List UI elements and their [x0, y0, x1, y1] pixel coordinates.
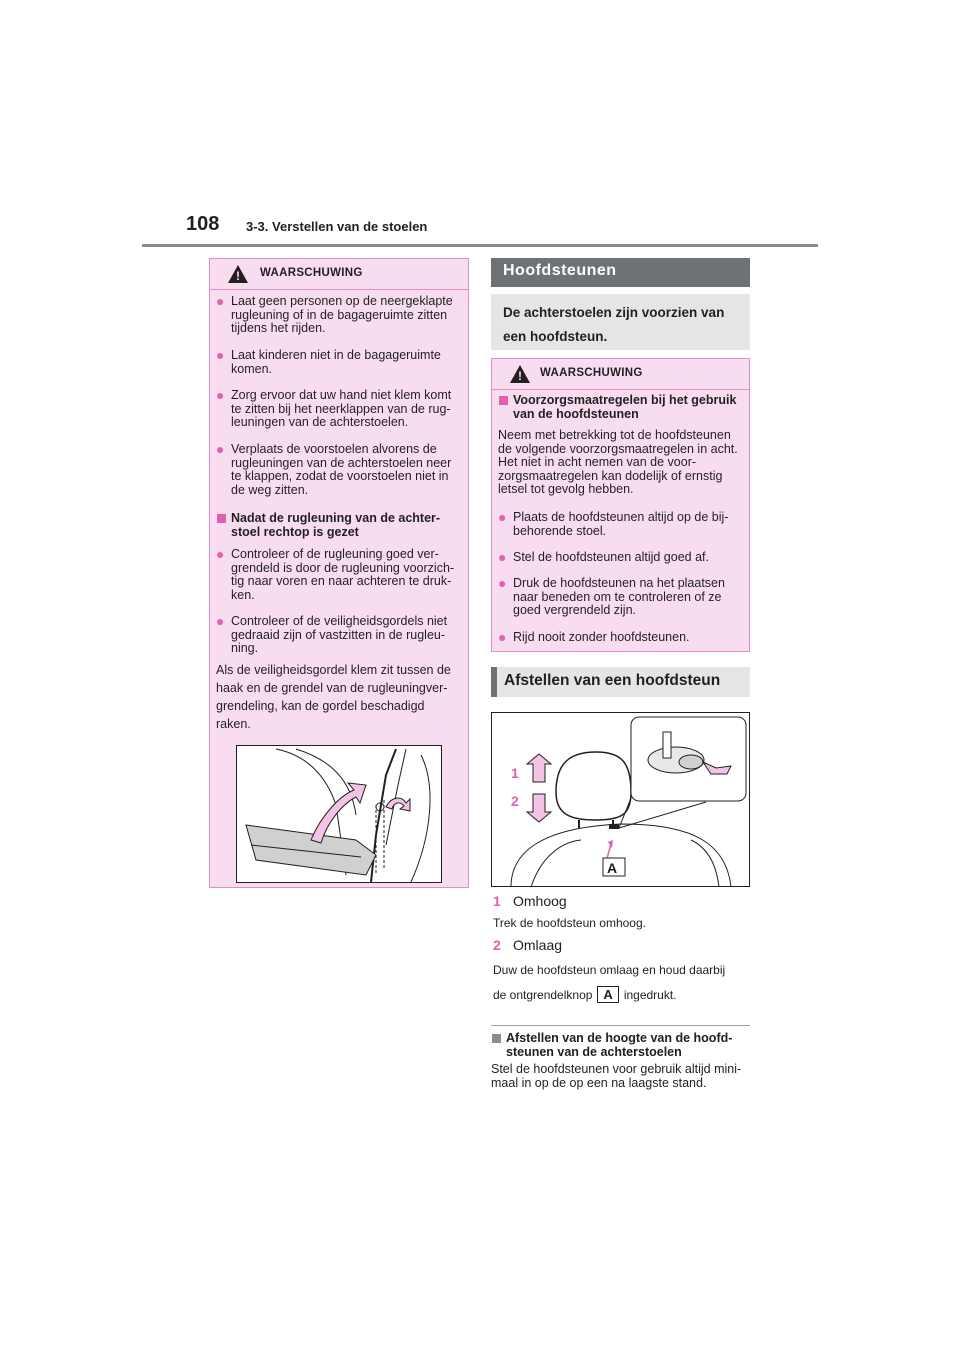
- warning-bullet: ● Verplaats de voorstoelen alvorens de rugleuningen van de achterstoelen neer te klappen, zodat de voorstoelen niet in de weg zitten.: [216, 441, 452, 497]
- figure-label-1: 1: [511, 765, 519, 781]
- right-warning-box: [491, 358, 750, 652]
- bullet-icon: ●: [216, 546, 225, 562]
- divider: [491, 1025, 750, 1026]
- intro-box: [491, 294, 750, 350]
- intro-line: De achterstoelen zijn voorzien van: [503, 305, 725, 320]
- square-bullet-icon: [499, 396, 508, 405]
- warning-paragraph-line: Als de veiligheidsgordel klem zit tussen de: [216, 663, 451, 677]
- bullet-icon: ●: [216, 293, 225, 309]
- step-title: Omhoog: [513, 893, 567, 909]
- warning-bullet: ● Stel de hoofdsteunen altijd goed af.: [498, 549, 709, 565]
- warning-icon: !: [510, 365, 530, 383]
- step-number: 2: [493, 937, 501, 953]
- bullet-icon: ●: [216, 347, 225, 363]
- warning-paragraph-line: raken.: [216, 717, 251, 731]
- figure-label-a: A: [607, 860, 618, 876]
- section-heading: Hoofdsteunen: [503, 262, 617, 279]
- bullet-icon: ●: [498, 629, 507, 645]
- bullet-icon: ●: [216, 613, 225, 629]
- warning-paragraph-line: grendeling, kan de gordel beschadigd: [216, 699, 425, 713]
- section-title: 3-3. Verstellen van de stoelen: [246, 219, 428, 234]
- warning-bullet: ● Laat geen personen op de neergeklapte rugleuning of in de bagageruimte zitten tijdens het rijden.: [216, 293, 453, 335]
- warning-icon: !: [228, 265, 248, 283]
- bullet-icon: ●: [498, 549, 507, 565]
- step-desc: Duw de hoofdsteun omlaag en houd daarbij: [493, 963, 726, 977]
- page-number: 108: [186, 213, 220, 235]
- bullet-icon: ●: [216, 387, 225, 403]
- bullet-icon: ●: [216, 441, 225, 457]
- warning-subheading: Voorzorgsmaatregelen bij het gebruik van de hoofdsteunen: [498, 394, 738, 421]
- square-bullet-icon: [217, 514, 226, 523]
- step-number: 1: [493, 893, 501, 909]
- warning-bullet: ● Zorg ervoor dat uw hand niet klem komt te zitten bij het neerklappen van de rug-leuningen van de achterstoelen.: [216, 387, 452, 429]
- warning-bullet: ● Controleer of de veiligheidsgordels niet gedraaid zijn of vastzitten in de rugleu-ning.: [216, 613, 448, 655]
- rear-subheading: Afstellen van de hoogte van de hoofd-steunen van de achterstoelen: [491, 1032, 750, 1059]
- step-title: Omlaag: [513, 937, 563, 953]
- left-warning-box: [209, 258, 469, 888]
- warning-bullet: ● Rijd nooit zonder hoofdsteunen.: [498, 629, 690, 645]
- step-desc-line2: de ontgrendelknop A ingedrukt.: [493, 987, 677, 1002]
- rear-paragraph: Stel de hoofdsteunen voor gebruik altijd mini-maal in op de op een na laagste stand.: [491, 1062, 742, 1090]
- bullet-icon: ●: [498, 575, 507, 591]
- square-bullet-icon: [492, 1034, 501, 1043]
- warning-paragraph: Neem met betrekking tot de hoofdsteunen de volgende voorzorgsmaatregelen in acht. Het niet in acht nemen van de voor-zorgsmaatregelen kan dodelijk of ernstig letsel tot gevolg hebben.: [498, 428, 738, 496]
- seat-fold-illustration: [236, 745, 442, 883]
- button-a-box: A: [597, 986, 618, 1003]
- section-heading-bar: [491, 258, 750, 287]
- figure-label-2: 2: [511, 793, 519, 809]
- warning-bullet: ● Laat kinderen niet in de bagageruimte komen.: [216, 347, 441, 376]
- warning-subheading: Nadat de rugleuning van de achter-stoel rechtop is gezet: [216, 512, 464, 539]
- warning-bullet: ● Controleer of de rugleuning goed ver-grendeld is door de rugleuning voorzich-tig naar voren en naar achteren te druk-ken.: [216, 546, 455, 602]
- warning-header: [492, 359, 749, 390]
- warning-bullet: ● Plaats de hoofdsteunen altijd op de bij-behorende stoel.: [498, 509, 729, 538]
- headrest-illustration: [491, 712, 750, 887]
- intro-line: een hoofdsteun.: [503, 329, 608, 344]
- header-rule: [142, 244, 818, 247]
- step-desc: Trek de hoofdsteun omhoog.: [493, 916, 646, 930]
- warning-title: WAARSCHUWING: [540, 367, 643, 379]
- warning-header: [210, 259, 468, 290]
- adjust-heading: Afstellen van een hoofdsteun: [504, 672, 721, 689]
- bullet-icon: ●: [498, 509, 507, 525]
- warning-bullet: ● Druk de hoofdsteunen na het plaatsen naar beneden om te controleren of ze goed vergrendeld zijn.: [498, 575, 725, 617]
- warning-paragraph-line: haak en de grendel van de rugleuningver-: [216, 681, 448, 695]
- warning-title: WAARSCHUWING: [260, 267, 363, 279]
- adjust-heading-bar: [491, 667, 750, 697]
